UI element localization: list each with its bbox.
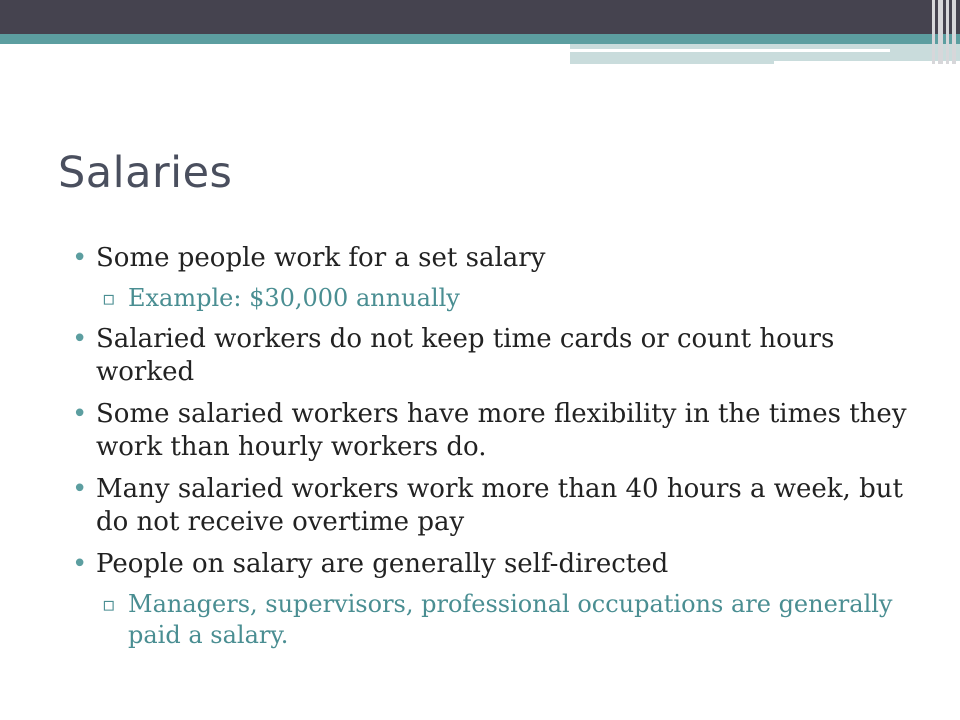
bullet-item: • People on salary are generally self-directed [72,548,932,581]
bullet-item: • Some people work for a set salary [72,242,932,275]
header-bar [0,0,960,34]
header-accent-band [0,34,960,44]
header-vertical-stripes [930,0,960,64]
bullet-item: • Some salaried workers have more flexibility in the times they work than hourly workers do. [72,398,932,464]
slide-title: Salaries [58,148,233,198]
header-divider-line [570,49,890,52]
bullet-item: • Many salaried workers work more than 40 hours a week, but do not receive overtime pay [72,473,932,539]
bullet-item: • Salaried workers do not keep time cards or count hours worked [72,323,932,389]
sub-bullet-item: ▫ Managers, supervisors, professional occupations are generally paid a salary. [72,589,932,651]
bullet-list [72,242,932,651]
sub-bullet-item: ▫ Example: $30,000 annually [72,283,932,314]
